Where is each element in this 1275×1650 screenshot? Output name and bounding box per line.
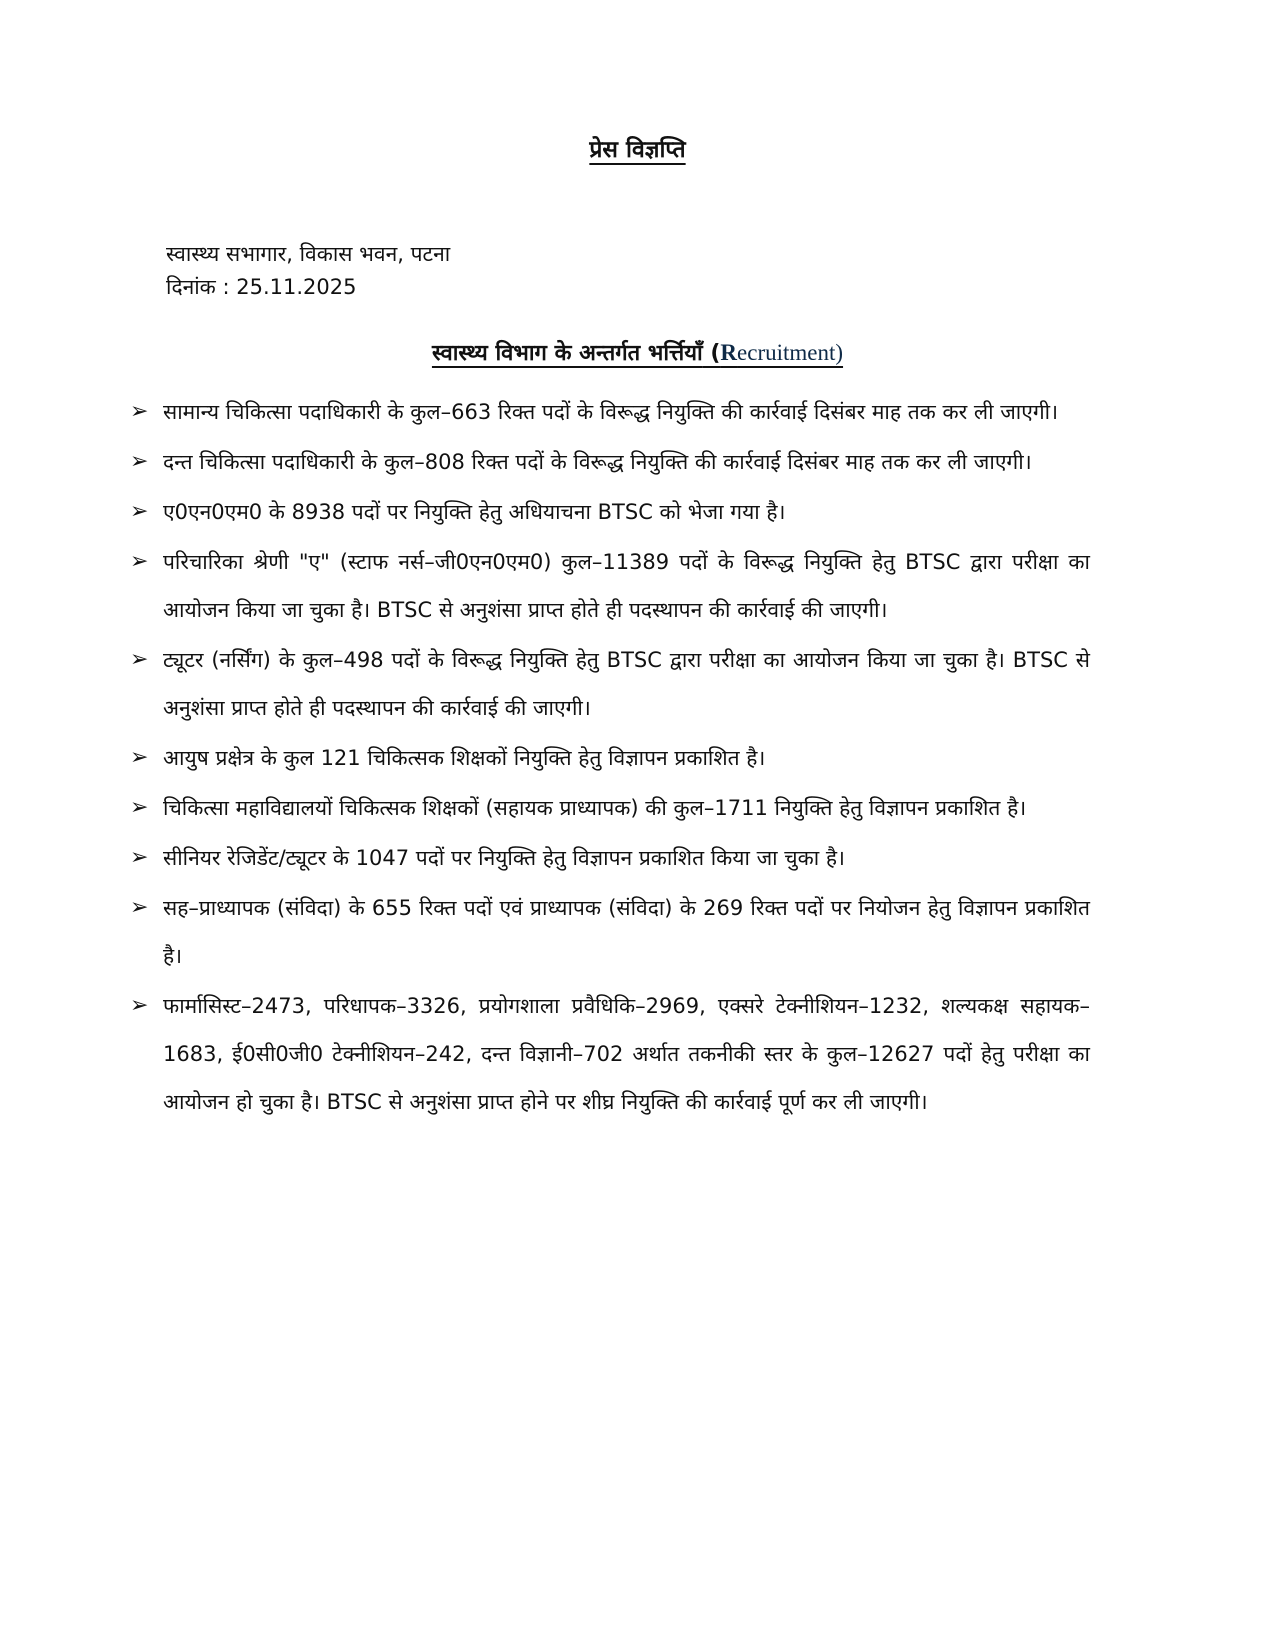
arrowhead-bullet-icon: ➢	[130, 647, 149, 672]
list-item	[130, 388, 1090, 436]
arrowhead-bullet-icon: ➢	[130, 895, 149, 920]
list-item	[130, 982, 1090, 1126]
list-item	[130, 636, 1090, 732]
list-item	[130, 734, 1090, 782]
section-heading-paren: (	[702, 341, 721, 366]
document-title	[0, 132, 1275, 164]
section-heading-latin-rest: ecruitment)	[737, 340, 844, 365]
section-heading-hindi: स्वास्थ्य विभाग के अन्तर्गत भर्त्तियाँ	[431, 341, 703, 366]
recruitment-list	[130, 388, 1090, 1128]
list-item-text: चिकित्सा महाविद्यालयों चिकित्सक शिक्षकों (सहायक प्राध्यापक) की कुल–1711 नियुक्ति हेतु विज्ञापन प्रकाशित है।	[163, 796, 1027, 820]
list-item-text: ट्यूटर (नर्सिंग) के कुल–498 पदों के विरूद्ध नियुक्ति हेतु BTSC द्वारा परीक्षा का आयोजन किया जा चुका है। BTSC से अनुशंसा प्राप्त होते ही पदस्थापन की कार्रवाई की जाएगी।	[163, 648, 1090, 720]
list-item-text: आयुष प्रक्षेत्र के कुल 121 चिकित्सक शिक्षकों नियुक्ति हेतु विज्ञापन प्रकाशित है।	[163, 746, 766, 770]
list-item-text: सामान्य चिकित्सा पदाधिकारी के कुल–663 रिक्त पदों के विरूद्ध नियुक्ति की कार्रवाई दिसंबर माह तक कर ली जाएगी।	[163, 400, 1059, 424]
section-heading	[0, 337, 1275, 367]
arrowhead-bullet-icon: ➢	[130, 745, 149, 770]
arrowhead-bullet-icon: ➢	[130, 549, 149, 574]
list-item	[130, 834, 1090, 882]
list-item	[130, 438, 1090, 486]
list-item-text: फार्मासिस्ट–2473, परिधापक–3326, प्रयोगशाला प्रवैधिकि–2969, एक्सरे टेक्नीशियन–1232, शल्यकक्ष सहायक–1683, ई0सी0जी0 टेक्नीशियन–242, दन्त विज्ञानी–702 अर्थात तकनीकी स्तर के कुल–12627 पदों हेतु परीक्षा का आयोजन हो चुका है। BTSC से अनुशंसा प्राप्त होने पर शीघ्र नियुक्ति की कार्रवाई पूर्ण कर ली जाएगी।	[163, 994, 1090, 1114]
arrowhead-bullet-icon: ➢	[130, 795, 149, 820]
document-title-text: प्रेस विज्ञप्ति	[589, 137, 686, 163]
list-item	[130, 884, 1090, 980]
section-heading-underlined	[432, 341, 843, 366]
arrowhead-bullet-icon: ➢	[130, 399, 149, 424]
arrowhead-bullet-icon: ➢	[130, 449, 149, 474]
list-item-text: दन्त चिकित्सा पदाधिकारी के कुल–808 रिक्त पदों के विरूद्ध नियुक्ति की कार्रवाई दिसंबर माह तक कर ली जाएगी।	[163, 450, 1032, 474]
venue-line: स्वास्थ्य सभागार, विकास भवन, पटना	[166, 242, 451, 266]
list-item-text: परिचारिका श्रेणी "ए" (स्टाफ नर्स–जी0एन0एम0) कुल–11389 पदों के विरूद्ध नियुक्ति हेतु BTSC द्वारा परीक्षा का आयोजन किया जा चुका है। BTSC से अनुशंसा प्राप्त होते ही पदस्थापन की कार्रवाई की जाएगी।	[163, 550, 1090, 622]
arrowhead-bullet-icon: ➢	[130, 845, 149, 870]
list-item-text: सीनियर रेजिडेंट/ट्यूटर के 1047 पदों पर नियुक्ति हेतु विज्ञापन प्रकाशित किया जा चुका है।	[163, 846, 845, 870]
list-item	[130, 784, 1090, 832]
date-line: दिनांक : 25.11.2025	[166, 275, 357, 299]
arrowhead-bullet-icon: ➢	[130, 499, 149, 524]
list-item-text: सह–प्राध्यापक (संविदा) के 655 रिक्त पदों एवं प्राध्यापक (संविदा) के 269 रिक्त पदों पर नियोजन हेतु विज्ञापन प्रकाशित है।	[163, 896, 1090, 968]
section-heading-latin	[720, 340, 843, 365]
arrowhead-bullet-icon: ➢	[130, 993, 149, 1018]
section-heading-latin-initial: R	[720, 340, 738, 365]
list-item	[130, 538, 1090, 634]
list-item-text: ए0एन0एम0 के 8938 पदों पर नियुक्ति हेतु अधियाचना BTSC को भेजा गया है।	[163, 500, 786, 524]
list-item	[130, 488, 1090, 536]
